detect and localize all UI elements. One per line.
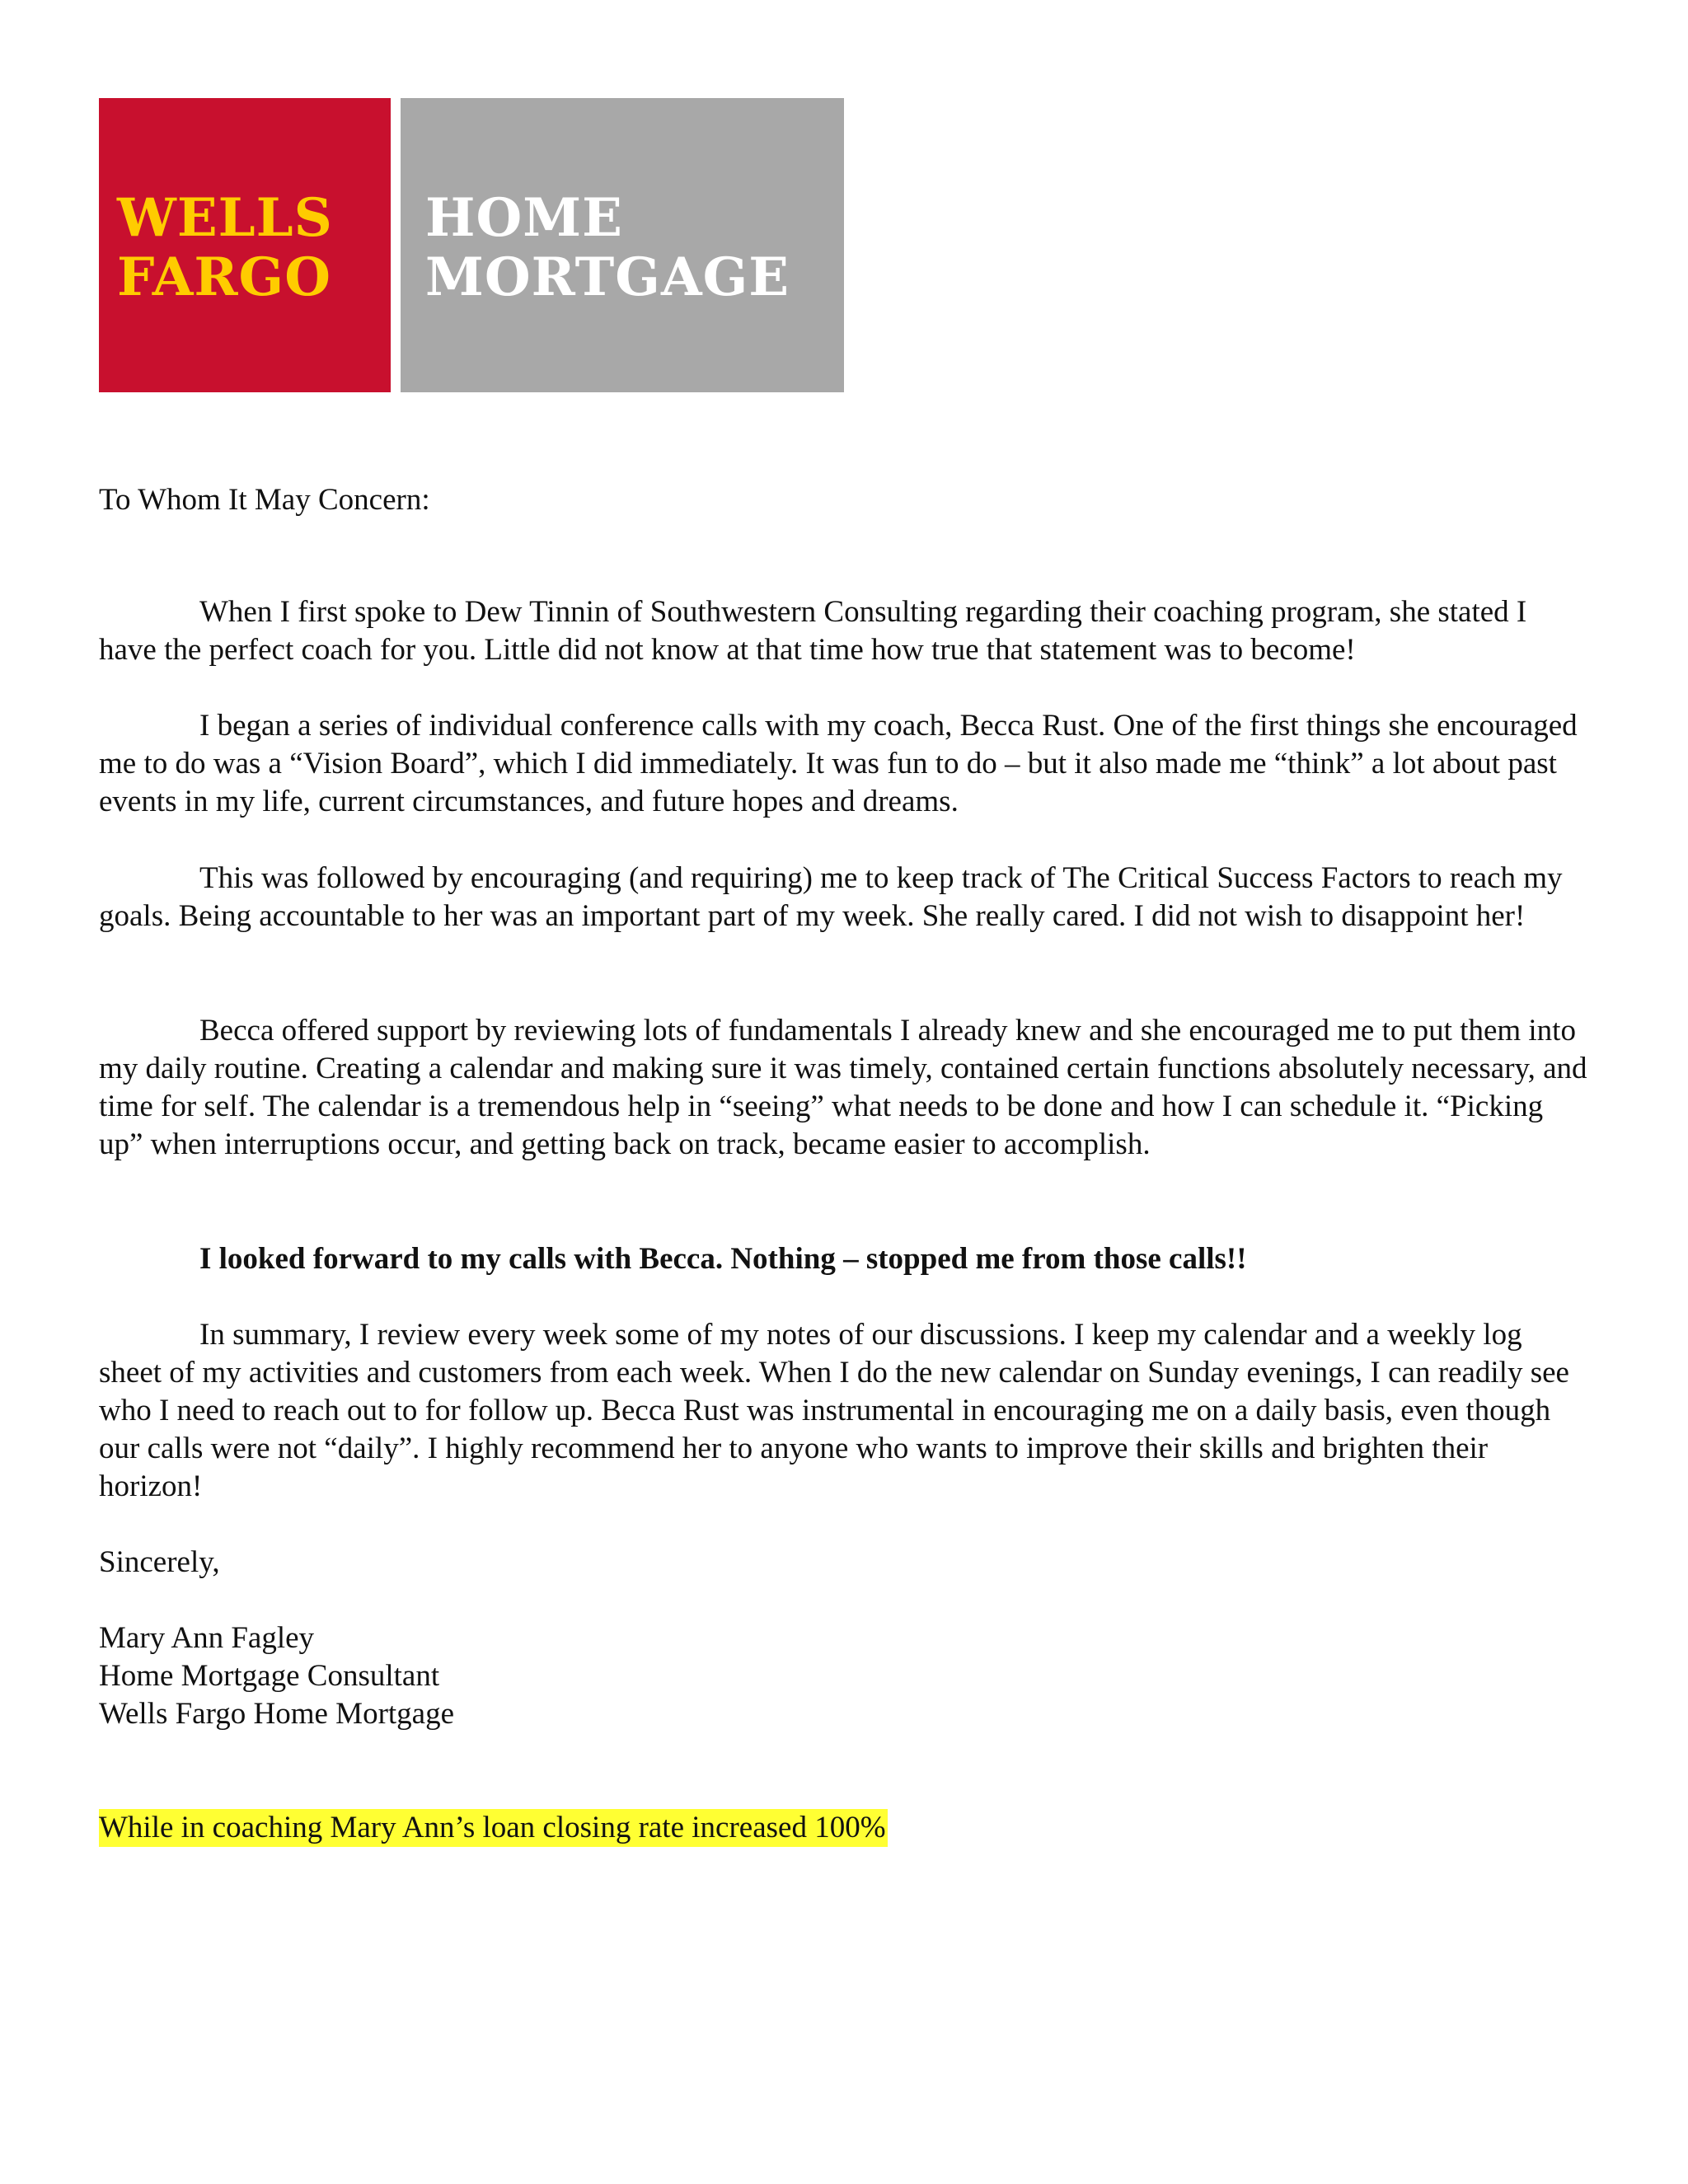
paragraph-2: I began a series of individual conference calls with my coach, Becca Rust. One of the first things she encouraged me to do was a “Vision Board”, which I did immediately. It was fun to do – but it also made me “think” a lot about past events in my life, current circumstances, and future hopes and dreams.: [99, 709, 1578, 818]
logo-line-wells: WELLS: [117, 187, 333, 249]
paragraph-4: Becca offered support by reviewing lots of fundamentals I already knew and she encouraged me to put them into my daily routine. Creating a calendar and making sure it was timely, contained certain functions absolutely necessary, and time for self. The calendar is a tremendous help in “seeing” what needs to be done and how I can schedule it. “Picking up” when interruptions occur, and getting back on track, became easier to accomplish.: [99, 1014, 1587, 1161]
paragraph-6: In summary, I review every week some of my notes of our discussions. I keep my calendar and a weekly log sheet of my activities and customers from each week. When I do the new calendar on Sunday evenings, I can readily see who I need to reach out to for follow up. Becca Rust was instrumental in encouraging me on a daily basis, even though our calls were not “daily”. I highly recommend her to anyone who wants to improve their skills and brighten their horizon!: [99, 1318, 1569, 1503]
logo-wells-fargo-block: [99, 98, 391, 392]
logo-home-mortgage-text: [425, 189, 790, 307]
signature-name: Mary Ann Fagley: [99, 1621, 315, 1655]
wells-fargo-home-mortgage-logo: [99, 98, 844, 392]
paragraph-3: This was followed by encouraging (and requiring) me to keep track of The Critical Success Factors to reach my goals. Being accountable to her was an important part of my week. She really cared. I did not wish to disappoint her!: [99, 861, 1563, 933]
logo-line-fargo: FARGO: [117, 246, 331, 308]
signature-block: [99, 1619, 454, 1733]
signature-title: Home Mortgage Consultant: [99, 1659, 440, 1693]
logo-home-mortgage-block: [401, 98, 844, 392]
logo-line-mortgage: MORTGAGE: [425, 246, 790, 308]
logo-line-home: HOME: [425, 187, 623, 249]
paragraph-5-bold: I looked forward to my calls with Becca. Nothing – stopped me from those calls!!: [199, 1242, 1247, 1276]
logo-wells-fargo-text: [117, 189, 333, 307]
highlighted-result-note: While in coaching Mary Ann’s loan closing rate increased 100%: [99, 1809, 888, 1847]
salutation: To Whom It May Concern:: [99, 483, 430, 517]
paragraph-1: When I first spoke to Dew Tinnin of Southwestern Consulting regarding their coaching program, she stated I have the perfect coach for you. Little did not know at that time how true that statement was to become!: [99, 595, 1527, 667]
closing: Sincerely,: [99, 1545, 220, 1579]
signature-company: Wells Fargo Home Mortgage: [99, 1697, 455, 1731]
